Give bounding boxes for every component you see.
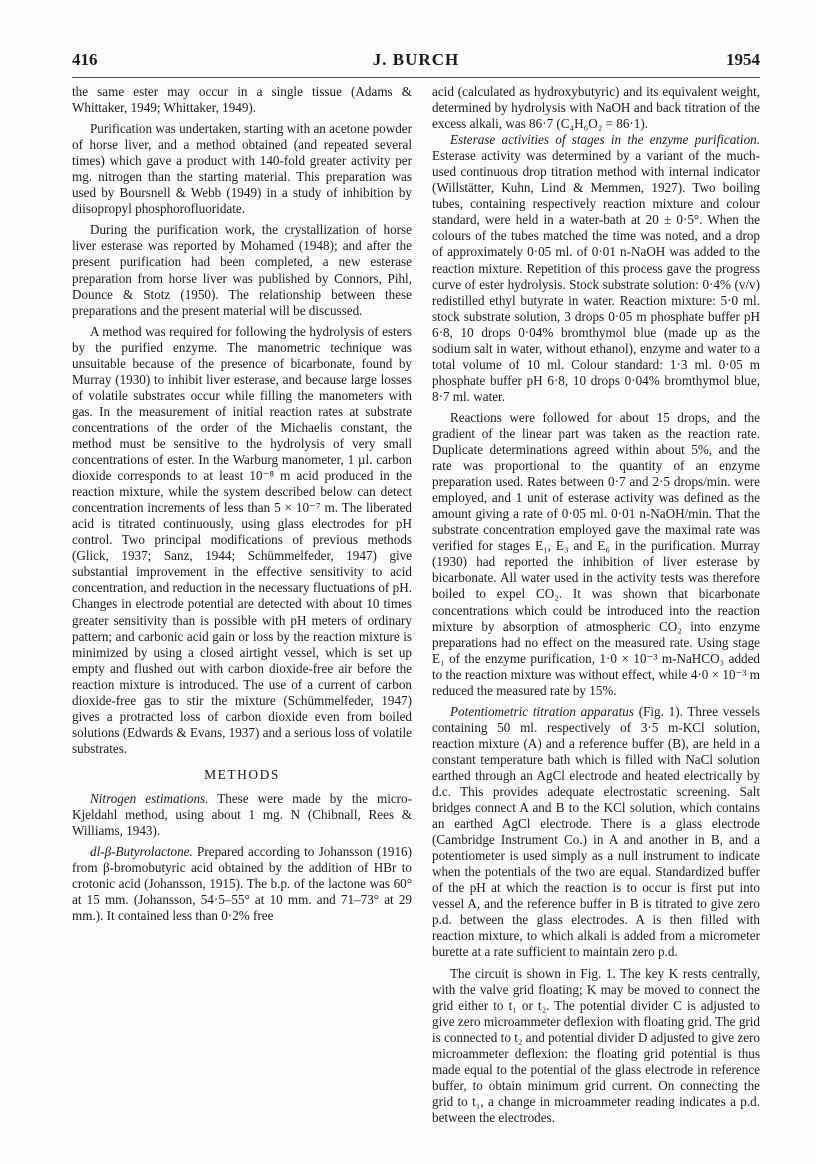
paragraph-intro-tail: the same ester may occur in a single tissue (Adams & Whittaker, 1949; Whittaker, 1949). [72,84,412,116]
header-rule [72,77,760,78]
left-column [72,84,412,924]
publication-year: 1954 [726,50,760,69]
methods-heading: METHODS [204,766,280,782]
paragraph-esterase [432,132,760,405]
running-title-author: J. BURCH [372,50,460,69]
right-column [432,84,760,1126]
apparatus-title: Potentiometric titration apparatus [450,703,634,719]
page-header [72,50,760,74]
paragraph-acid-tail: acid (calculated as hydroxybutyric) and its equivalent weight, determined by hydrolysis with NaOH and back titration of the excess alkali, was 86·7 (C₄H₆O₂ = 86·1). [432,84,760,132]
apparatus-text: (Fig. 1). Three vessels containing 50 ml. respectively of 3·5 m-KCl solution, reaction mixture (A) and a reference buffer (B), are held in a constant temperature bath which is filled with NaCl solution earthed through an AgCl electrode and heated electrically by d.c. This provides adequate electrostatic screening. Salt bridges connect A and B to the KCl solution, which contains an earthed AgCl electrode. There is a glass electrode (Cambridge Instrument Co.) in A and another in B, and a potentiometer is used simply as a null instrument to indicate when the potentials of the two are equal. Standardized buffer of the pH at which the reaction is to occur is first put into vessel A, and the reference buffer in B is titrated to give zero p.d. between the glass electrodes. A is then filled with reaction mixture, to which alkali is added from a micrometer burette at a rate sufficient to maintain zero p.d. [432,703,760,960]
nitrogen-text: These were made by the micro-Kjeldahl method, using about 1 mg. N (Chibnall, Rees & Williams, 1943). [72,790,413,839]
paragraph-crystallization: During the purification work, the crystallization of horse liver esterase was reported by Mohamed (1948); and after the present purification had been completed, a new esterase preparation from horse liver was published by Connors, Pihl, Dounce & Stotz (1950). The relationship between these preparations and the present material will be discussed. [72,222,412,318]
paragraph-purification: Purification was undertaken, starting with an acetone powder of horse liver, and a method obtained (and repeated several times) which gave a product with 140-fold greater activity per mg. nitrogen than the starting material. This preparation was used by Boursnell & Webb (1949) in a study of inhibition by diisopropyl phosphorofluoridate. [72,121,412,217]
paragraph-butyrolactone [72,844,412,924]
esterase-title: Esterase activities of stages in the enzyme purification. [450,132,760,148]
paragraph-reactions: Reactions were followed for about 15 drops, and the gradient of the linear part was taken as the reaction rate. Duplicate determinations agreed within about 5%, and the rate was proportional to the quantity of an enzyme preparation used. Rates between 0·7 and 2·5 drops/min. were employed, and 1 unit of esterase activity was defined as the amount giving a rate of 0·05 ml. 0·01 n-NaOH/min. That the substrate concentration employed gave the maximal rate was verified for stages E₁, E₃ and E₆ in the purification. Murray (1930) had reported the inhibition of liver esterase by bicarbonate. All water used in the activity tests was therefore boiled to expel CO₂. It was shown that bicarbonate concentrations which could be introduced into the reaction mixture by absorption of atmospheric CO₂ into enzyme preparations had no effect on the measured rate. Using stage E₁ of the enzyme purification, 1·0 × 10⁻³ m-NaHCO₃ added to the reaction mixture was without effect, while 4·0 × 10⁻³ m reduced the measured rate by 15%. [432,409,760,698]
paragraph-method: A method was required for following the hydrolysis of esters by the purified enzyme. The manometric technique was unsuitable because of the presence of bicarbonate, found by Murray (1930) to inhibit liver esterase, and because large losses of volatile substrates occur while filling the manometers with gas. In the measurement of initial reaction rates at substrate concentrations of the order of the Michaelis constant, the method must be sensitive to the hydrolysis of very small concentrations of ester. In the Warburg manometer, 1 µl. carbon dioxide corresponds to at least 10⁻⁸ m acid produced in the reaction mixture, while the system described below can detect concentration increments of less than 5 × 10⁻⁷ m. The liberated acid is titrated continuously, using glass electrodes for pH control. Two principal modifications of previous methods (Glick, 1937; Sanz, 1944; Schümmelfeder, 1947) give substantial improvement in the effective sensitivity to acid concentration, and reduction in the necessary fluctuations of pH. Changes in electrode potential are detected with about 10 times greater sensitivity than is possible with pH meters of ordinary pattern; and carbonic acid gain or loss by the reaction mixture is minimized by using a closed airtight vessel, which is set up empty and flushed out with carbon dioxide-free air before the reaction mixture is introduced. The use of a current of carbon dioxide-free gas to stir the mixture (Schümmelfeder, 1947) gives a protracted loss of carbon dioxide even from boiled solutions (Edwards & Evans, 1937) and a serious loss of volatile substrates. [72,323,412,756]
paragraph-circuit: The circuit is shown in Fig. 1. The key K rests centrally, with the valve grid floating; K may be moved to connect the grid either to t₁ or t₂. The potential divider C is adjusted to give zero microammeter deflexion with floating grid. The grid is connected to t₂ and potential divider D adjusted to give zero microammeter deflexion: the floating grid potential is thus made equal to the potential of the glass electrode in reference buffer, to obtain minimum grid current. On connecting the grid to t₁, a change in microammeter reading indicates a p.d. between the electrodes. [432,965,760,1125]
paragraph-apparatus [432,704,760,961]
page-number: 416 [72,50,98,69]
esterase-text: Esterase activity was determined by a variant of the much-used continuous drop titration method with internal indicator (Willstätter, Kuhn, Lind & Memmen, 1927). Two boiling tubes, containing respectively reaction mixture and colour standard, were held in a water-bath at 20 ± 0·5°. When the colours of the tubes matched the time was noted, and a drop of approximately 0·05 ml. of 0·01 n-NaOH was added to the reaction mixture. Repetition of this process gave the progress curve of ester hydrolysis. Stock substrate solution: 0·4% (v/v) redistilled ethyl butyrate in water. Reaction mixture: 5·0 ml. stock substrate solution, 3 drops 0·05 m phosphate buffer pH 6·8, 10 drops 0·04% bromthymol blue (made up as the sodium salt in water, without ethanol), enzyme and water to a total volume of 10 ml. Colour standard: 1·3 ml. 0·05 m phosphate buffer pH 6·8, 10 drops 0·04% bromthymol blue, 8·7 ml. water. [432,148,760,404]
butyrolactone-text: Prepared according to Johansson (1916) from β-bromobutyric acid obtained by the addition of HBr to crotonic acid (Johansson, 1915). The b.p. of the lactone was 60° at 15 mm. (Johansson, 54·5–55° at 10 mm. and 71–73° at 29 mm.). It contained less than 0·2% free [72,844,412,924]
nitrogen-title: Nitrogen estimations. [90,790,209,806]
butyrolactone-title: dl-β-Butyrolactone. [90,844,193,860]
paragraph-nitrogen [72,791,412,839]
